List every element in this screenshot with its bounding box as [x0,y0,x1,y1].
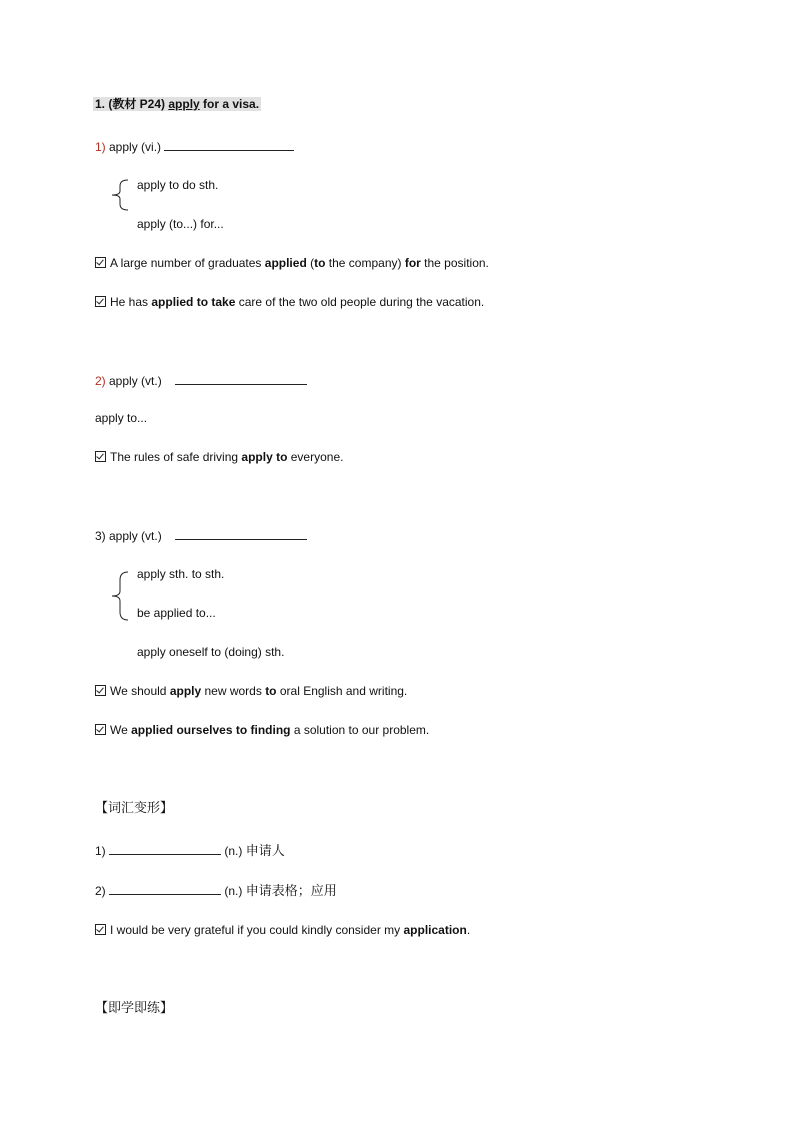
example-sentence: The rules of safe driving apply to everyone. [95,449,343,465]
brace-icon [104,570,130,622]
example-sentence: We applied ourselves to finding a solution to our problem. [95,722,429,738]
checkbox-icon [95,924,106,935]
checkbox-icon [95,257,106,268]
answer-blank[interactable] [164,138,294,151]
form-item: apply to... [95,411,148,425]
checkbox-icon [95,685,106,696]
form-item: apply to do sth. [137,178,219,192]
part2-title: 2) apply (vt.) [95,372,307,389]
form-item: apply sth. to sth. [137,567,225,581]
section-heading: 1. (教材 P24) apply for a visa. [95,97,260,111]
answer-blank[interactable] [175,372,307,385]
form-item: apply (to...) for... [137,217,224,231]
example-sentence: He has applied to take care of the two old people during the vacation. [95,294,484,310]
form-item: be applied to... [137,606,216,620]
vocab-section-title: 【词汇变形】 [95,800,174,815]
part3-title: 3) apply (vt.) [95,527,307,544]
example-sentence: A large number of graduates applied (to the company) for the position. [95,255,489,271]
part1-title: 1) apply (vi.) [95,138,294,155]
checkbox-icon [95,724,106,735]
answer-blank[interactable] [109,882,221,895]
form-item: apply oneself to (doing) sth. [137,645,285,659]
checkbox-icon [95,296,106,307]
practice-section-title: 【即学即练】 [95,1000,174,1015]
example-sentence: I would be very grateful if you could kindly consider my application. [95,922,470,938]
heading-keyword: apply [168,97,200,111]
vocab-item: 1) (n.) 申请人 [95,843,285,858]
vocab-item: 2) (n.) 申请表格；应用 [95,883,337,898]
answer-blank[interactable] [175,527,307,540]
answer-blank[interactable] [109,842,221,855]
checkbox-icon [95,451,106,462]
brace-icon [104,178,130,212]
example-sentence: We should apply new words to oral English and writing. [95,683,407,699]
